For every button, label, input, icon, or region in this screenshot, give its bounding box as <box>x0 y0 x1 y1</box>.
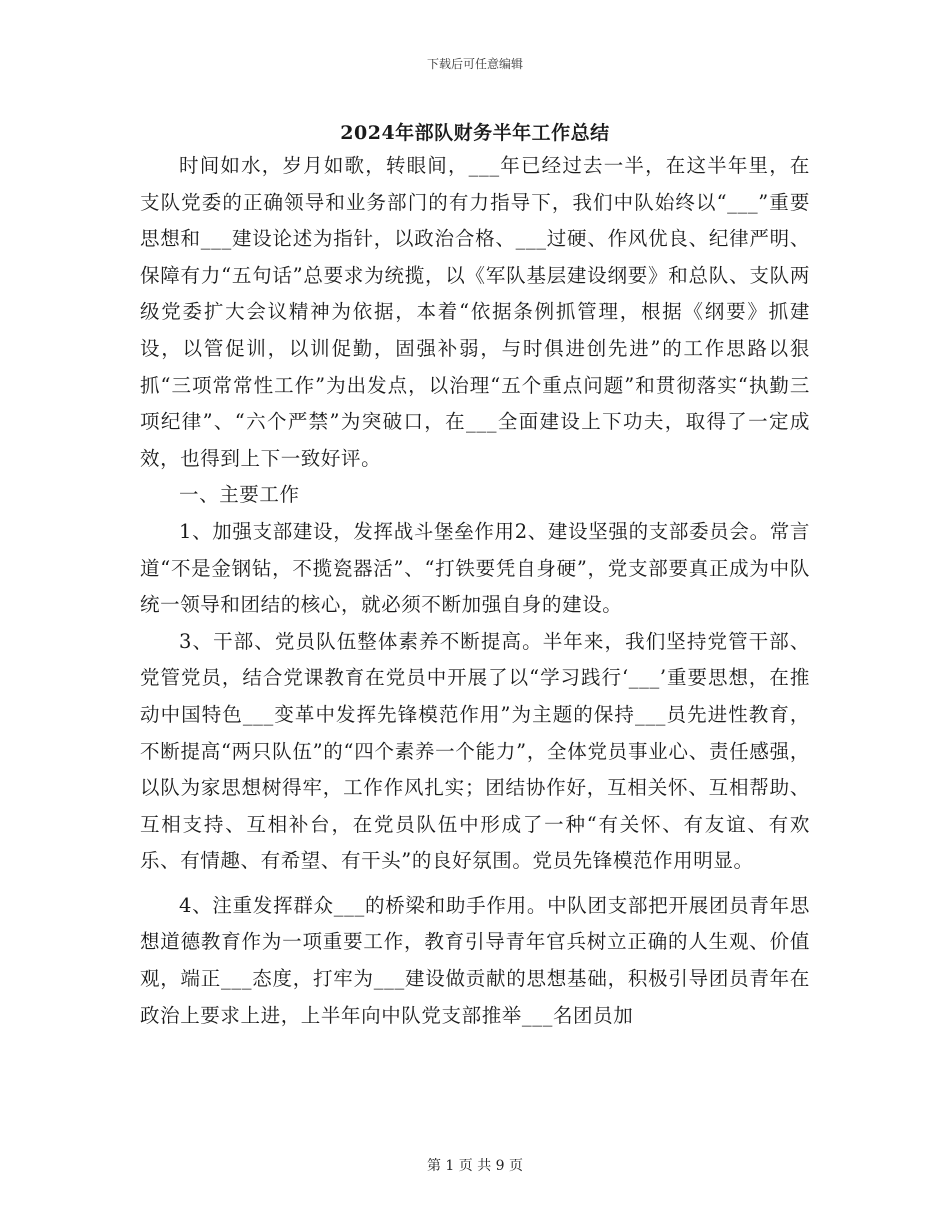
paragraph-item-4: 4、注重发挥群众___的桥梁和助手作用。中队团支部把开展团员青年思想道德教育作为一项重要工作，教育引导青年官兵树立正确的人生观、价值观，端正___态度，打牢为___建设做贡献的思想基础，积极引导团员青年在政治上要求上进，上半年向中队党支部推举___名团员加 <box>140 893 810 1027</box>
document-body <box>140 148 810 1034</box>
document-title: 2024年部队财务半年工作总结 <box>340 122 610 144</box>
paragraph-item-3: 3、干部、党员队伍整体素养不断提高。半年来，我们坚持党管干部、党管党员，结合党课教育在党员中开展了以“学习践行‘___’重要思想，在推动中国特色___变革中发挥先锋模范作用”为主题的保持___员先进性教育，不断提高“两只队伍”的“四个素养一个能力”，全体党员事业心、责任感强，以队为家思想树得牢，工作作风扎实；团结协作好，互相关怀、互相帮助、互相支持、互相补台，在党员队伍中形成了一种“有关怀、有友谊、有欢乐、有情趣、有希望、有干头”的良好氛围。党员先锋模范作用明显。 <box>140 629 810 873</box>
header-note: 下载后可任意编辑 <box>426 57 523 71</box>
paragraph-item-1: 1、加强支部建设，发挥战斗堡垒作用2、建设坚强的支部委员会。常言道“不是金钢钻，不揽瓷器活”、“打铁要凭自身硬”，党支部要真正成为中队统一领导和团结的核心，就必须不断加强自身的建设。 <box>140 519 810 617</box>
paragraph-intro: 时间如水，岁月如歌，转眼间，___年已经过去一半，在这半年里，在支队党委的正确领导和业务部门的有力指导下，我们中队始终以“___”重要思想和___建设论述为指针，以政治合格、___过硬、作风优良、纪律严明、保障有力“五句话”总要求为统揽，以《军队基层建设纲要》和总队、支队两级党委扩大会议精神为依据，本着“依据条例抓管理，根据《纲要》抓建设，以管促训，以训促勤，固强补弱，与时俱进创先进”的工作思路以狠抓“三项常常性工作”为出发点，以治理“五个重点问题”和贯彻落实“执勤三项纪律”、“六个严禁”为突破口，在___全面建设上下功夫，取得了一定成效，也得到上下一致好评。 <box>140 154 810 470</box>
page-number: 第 1 页 共 9 页 <box>426 1158 524 1174</box>
section-heading: 一、主要工作 <box>179 483 300 507</box>
